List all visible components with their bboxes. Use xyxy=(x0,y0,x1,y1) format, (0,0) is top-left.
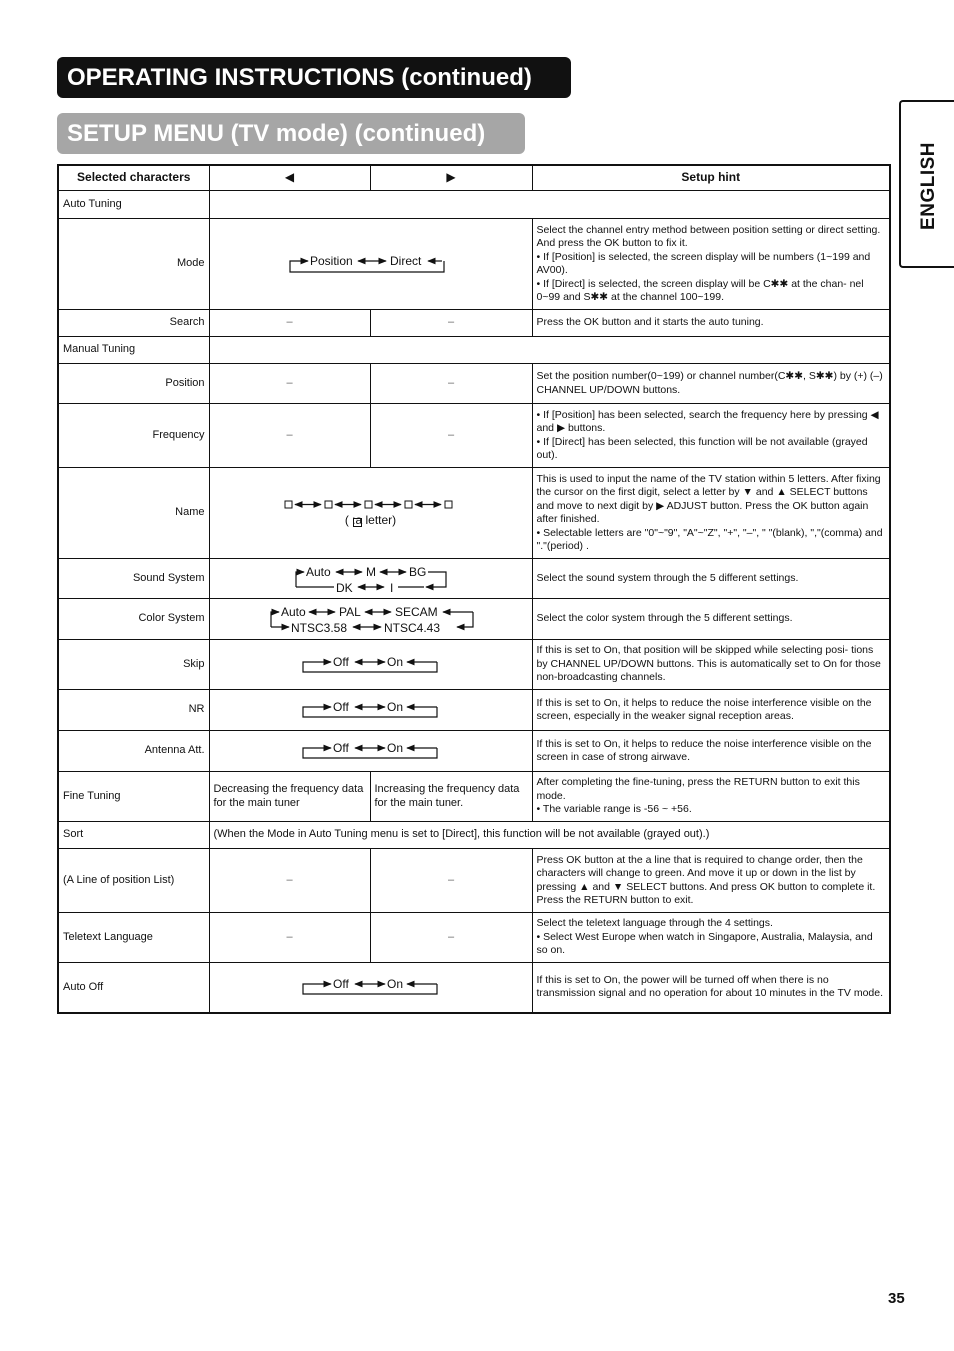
position-label: Position xyxy=(58,364,209,404)
page-title-text: OPERATING INSTRUCTIONS (continued) xyxy=(67,63,532,91)
color-opt-secam: SECAM xyxy=(394,605,438,619)
nr-flow-diagram xyxy=(301,699,441,721)
sound-system-options xyxy=(209,559,532,599)
name-hint-text: This is used to input the name of the TV station within 5 letters. After fixing the cursor on the first digit, select a letter by xyxy=(536,472,881,498)
dash: – xyxy=(209,364,370,404)
section-title xyxy=(57,113,525,154)
table-row xyxy=(58,599,890,640)
mode-hint-text: Select the channel entry method between position setting or direct setting. And press the OK button to fix it. xyxy=(536,223,881,249)
name-legend-text: ( :a letter) xyxy=(344,513,397,528)
right-triangle-icon: ▶ xyxy=(656,499,665,512)
dash: – xyxy=(370,364,532,404)
color-system-hint: Select the color system through the 5 different settings. xyxy=(532,599,890,640)
antenna-opt-on: On xyxy=(386,741,403,755)
color-system-label: Color System xyxy=(58,599,209,640)
sound-opt-auto: Auto xyxy=(305,564,331,579)
right-triangle-icon: ▶ xyxy=(556,422,566,434)
manual-tuning-label: Manual Tuning xyxy=(58,337,209,364)
empty-cell xyxy=(209,191,890,219)
table-row xyxy=(58,559,890,599)
teletext-hint-text: Select the teletext language through the 4 settings. xyxy=(536,917,773,930)
up-triangle-icon: ▲ xyxy=(579,880,590,893)
fine-tuning-right: Increasing the frequency data for the main tuner. xyxy=(370,772,532,822)
fine-tuning-label: Fine Tuning xyxy=(58,772,209,822)
nr-opt-off: Off xyxy=(332,700,349,714)
header-selected-characters: Selected characters xyxy=(58,165,209,191)
dash: – xyxy=(209,913,370,963)
mode-hint xyxy=(532,219,890,310)
name-label: Name xyxy=(58,468,209,559)
name-hint-main xyxy=(537,473,886,527)
table-row xyxy=(58,822,890,849)
skip-opt-on: On xyxy=(386,654,403,669)
auto-tuning-label: Auto Tuning xyxy=(58,191,209,219)
color-opt-ntsc358: NTSC3.58 xyxy=(290,621,347,635)
auto-off-opt-on: On xyxy=(386,977,403,992)
line-position-hint-text: Press OK button at the a line that is required to change order, then the characters will change to green. And move it up or down in the list by pressing xyxy=(536,853,863,893)
down-triangle-icon: ▼ xyxy=(612,880,624,893)
color-opt-auto: Auto xyxy=(280,605,306,619)
header-setup-hint: Setup hint xyxy=(532,165,890,191)
letter-box-icon xyxy=(353,518,362,527)
line-position-hint xyxy=(532,849,890,913)
dash: – xyxy=(209,404,370,468)
frequency-hint-position xyxy=(537,409,886,436)
setup-menu-table xyxy=(57,164,891,1014)
table-row xyxy=(58,468,890,559)
dash: – xyxy=(370,404,532,468)
language-side-tab-label: ENGLISH xyxy=(918,142,939,230)
search-label: Search xyxy=(58,310,209,337)
table-row xyxy=(58,219,890,310)
mode-label: Mode xyxy=(58,219,209,310)
left-triangle-icon: ◀ xyxy=(870,408,879,421)
antenna-att-flow-diagram xyxy=(301,740,441,762)
dash: – xyxy=(209,310,370,337)
sound-system-hint: Select the sound system through the 5 different settings. xyxy=(532,559,890,599)
sound-system-label: Sound System xyxy=(58,559,209,599)
table-row xyxy=(58,690,890,731)
name-letter-flow-diagram xyxy=(283,498,459,512)
sound-opt-m: M xyxy=(365,564,376,579)
page-title xyxy=(57,57,571,98)
antenna-opt-off: Off xyxy=(332,741,349,755)
language-side-tab xyxy=(899,100,954,268)
skip-flow-diagram xyxy=(301,654,441,676)
teletext-language-label: Teletext Language xyxy=(58,913,209,963)
fine-tuning-hint-range: • The variable range is -56 ~ +56. xyxy=(536,803,692,816)
mode-hint-position: • If [Position] is selected, the screen display will be numbers (1~199 and AV00). xyxy=(536,250,871,276)
mode-hint-direct: • If [Direct] is selected, the screen display will be C✱✱ at the chan- nel 0~99 and S✱✱ at the channel 100~199. xyxy=(536,277,864,303)
sort-label: Sort xyxy=(58,822,209,849)
name-hint-select: SELECT buttons and move to next digit by xyxy=(536,486,868,512)
up-triangle-icon: ▲ xyxy=(776,486,787,498)
auto-off-flow-diagram xyxy=(301,976,441,998)
fine-tuning-hint-text: After completing the fine-tuning, press the RETURN button to exit this mode. xyxy=(536,776,860,802)
header-left-arrow-icon: ◀ xyxy=(209,165,370,191)
line-position-label: (A Line of position List) xyxy=(58,849,209,913)
table-row xyxy=(58,310,890,337)
mode-options xyxy=(209,219,532,310)
sound-opt-bg: BG xyxy=(408,564,426,579)
antenna-att-label: Antenna Att. xyxy=(58,731,209,772)
teletext-hint-region: • Select West Europe when watch in Singapore, Australia, Malaysia, and so on. xyxy=(536,930,873,957)
nr-options xyxy=(209,690,532,731)
nr-opt-on: On xyxy=(386,700,403,714)
name-hint xyxy=(532,468,890,559)
color-opt-pal: PAL xyxy=(338,605,361,619)
frequency-hint-buttons: buttons. xyxy=(567,422,606,434)
down-triangle-icon: ▼ xyxy=(742,486,753,498)
table-row xyxy=(58,640,890,690)
table-row xyxy=(58,337,890,364)
dash: – xyxy=(370,913,532,963)
table-row xyxy=(58,404,890,468)
frequency-hint-direct: • If [Direct] has been selected, this function will be not available (grayed out). xyxy=(536,435,868,461)
sound-opt-i: I xyxy=(389,580,393,595)
sound-system-flow-diagram xyxy=(286,563,456,595)
dash: – xyxy=(370,849,532,913)
line-position-hint-select: SELECT buttons. And press OK button to complete it. Press the RETURN button to exit. xyxy=(536,880,876,906)
sort-note: (When the Mode in Auto Tuning menu is set to [Direct], this function will be not available (grayed out).) xyxy=(209,822,890,849)
frequency-hint-text: • If [Position] has been selected, search the frequency here by pressing xyxy=(536,408,868,421)
nr-label: NR xyxy=(58,690,209,731)
teletext-language-hint xyxy=(532,913,890,963)
auto-off-hint: If this is set to On, the power will be turned off when there is no transmission signal and no operation for about 10 minutes in the TV mode. xyxy=(532,963,890,1013)
antenna-att-hint: If this is set to On, it helps to reduce the noise interference visible on the screen in case of strong airwave. xyxy=(532,731,890,772)
table-row xyxy=(58,364,890,404)
auto-off-label: Auto Off xyxy=(58,963,209,1013)
nr-hint: If this is set to On, it helps to reduce the noise interference visible on the screen, especially in the weaker signal reception areas. xyxy=(532,690,890,731)
auto-off-opt-off: Off xyxy=(332,977,349,992)
color-opt-ntsc443: NTSC4.43 xyxy=(383,621,440,635)
frequency-label: Frequency xyxy=(58,404,209,468)
skip-opt-off: Off xyxy=(332,654,349,669)
line-position-hint-and: and xyxy=(592,880,610,893)
table-row xyxy=(58,913,890,963)
empty-cell xyxy=(209,337,890,364)
mode-opt-direct: Direct xyxy=(389,254,421,268)
mode-opt-position: Position xyxy=(309,254,353,268)
table-row xyxy=(58,191,890,219)
table-row xyxy=(58,849,890,913)
sound-opt-dk: DK xyxy=(335,580,353,595)
table-row xyxy=(58,963,890,1013)
search-hint: Press the OK button and it starts the auto tuning. xyxy=(532,310,890,337)
name-hint-and: and xyxy=(755,486,774,498)
skip-label: Skip xyxy=(58,640,209,690)
dash: – xyxy=(209,849,370,913)
fine-tuning-hint xyxy=(532,772,890,822)
fine-tuning-left: Decreasing the frequency data for the main tuner xyxy=(209,772,370,822)
name-options xyxy=(209,468,532,559)
skip-hint: If this is set to On, that position will be skipped while selecting posi- tions by CHANNEL UP/DOWN buttons. This is automatically set to On for those non-broadcasting channels. xyxy=(532,640,890,690)
auto-off-options xyxy=(209,963,532,1013)
name-legend xyxy=(214,514,528,528)
frequency-hint-and: and xyxy=(536,422,555,434)
section-title-text: SETUP MENU (TV mode) (continued) xyxy=(67,119,486,147)
color-system-options xyxy=(209,599,532,640)
color-system-flow-diagram xyxy=(261,603,481,635)
header-right-arrow-icon: ▶ xyxy=(370,165,532,191)
table-row xyxy=(58,731,890,772)
table-header-row xyxy=(58,165,890,191)
page-number: 35 xyxy=(888,1290,905,1307)
position-hint: Set the position number(0~199) or channel number(C✱✱, S✱✱) by (+) (–) CHANNEL UP/DOWN buttons. xyxy=(532,364,890,404)
frequency-hint xyxy=(532,404,890,468)
name-hint-adjust: ADJUST button. Press the OK button again after finished. xyxy=(536,499,869,525)
table-row xyxy=(58,772,890,822)
mode-flow-diagram xyxy=(286,252,456,276)
dash: – xyxy=(370,310,532,337)
antenna-att-options xyxy=(209,731,532,772)
skip-options xyxy=(209,640,532,690)
name-hint-letters: • Selectable letters are "0"~"9", "A"~"Z", "+", "–", " "(blank), ","(comma) and "."(period) . xyxy=(536,526,883,552)
